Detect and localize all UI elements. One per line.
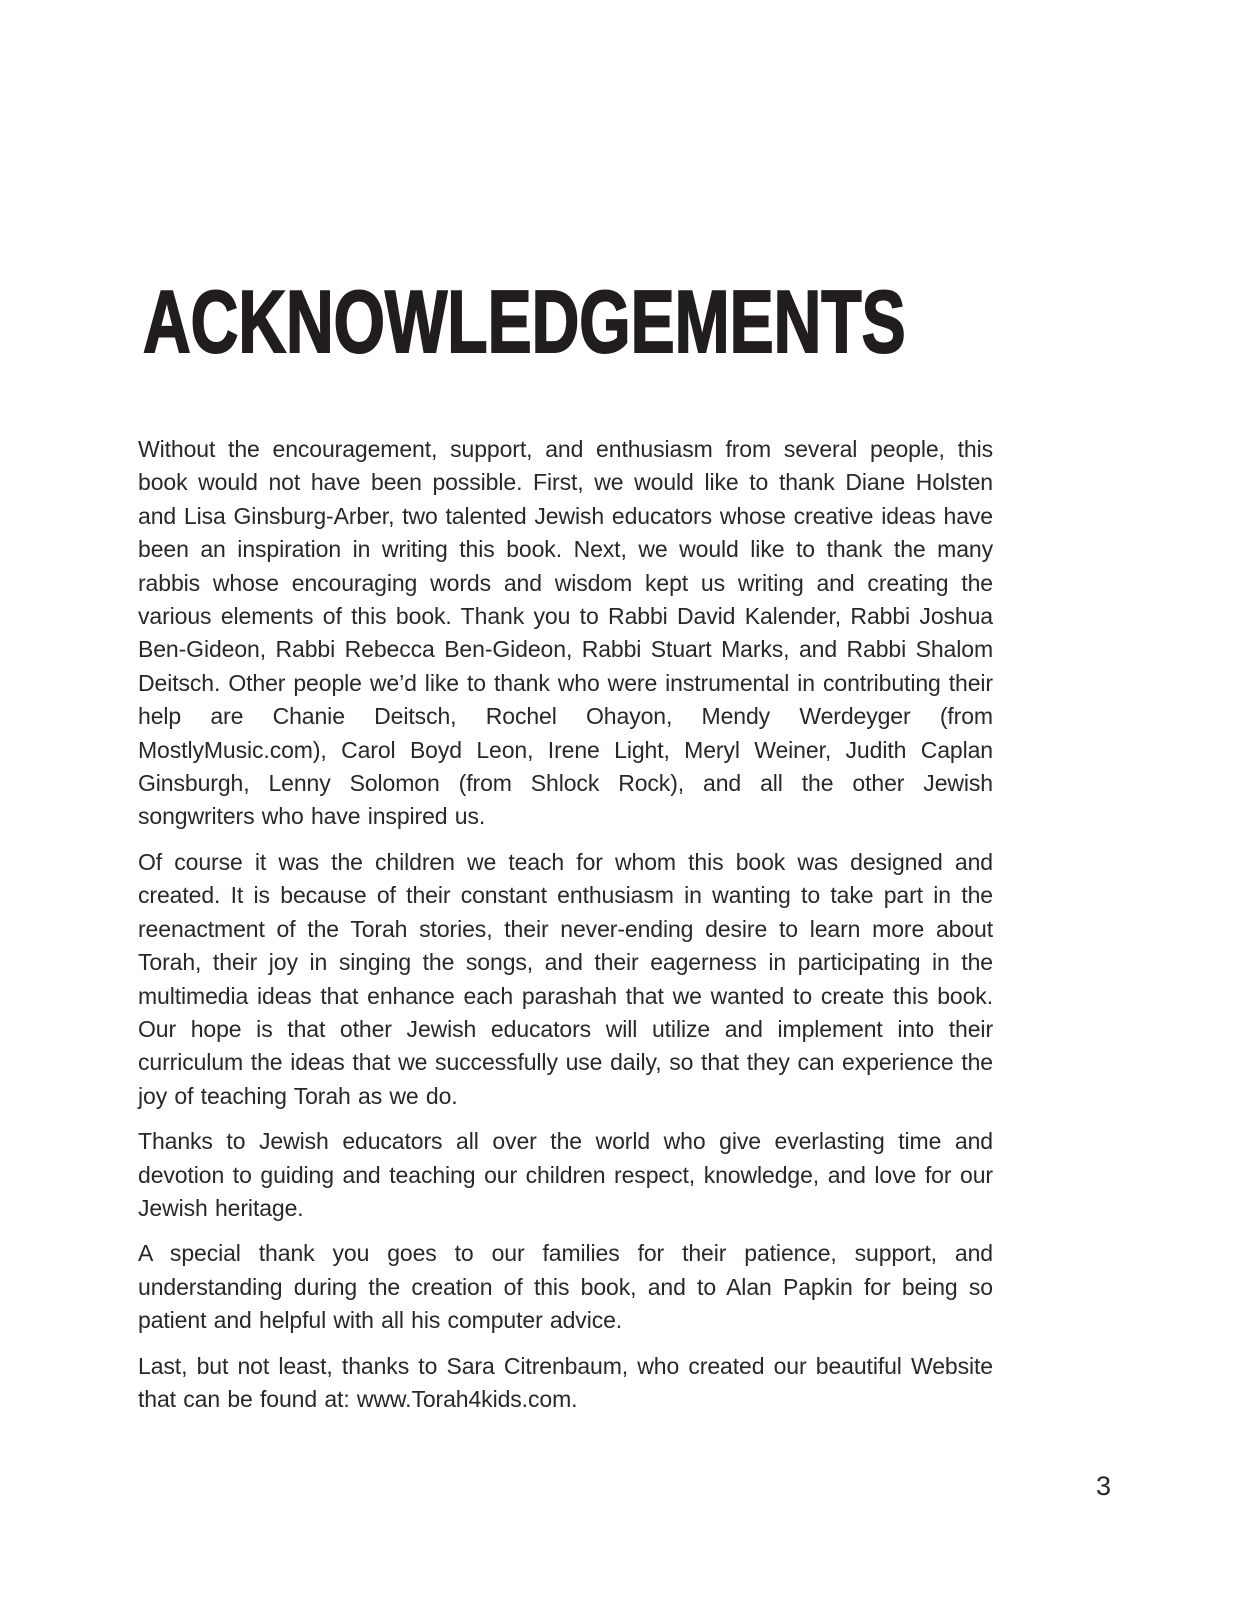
page-number: 3 [1096,1471,1112,1501]
acknowledgements-body [138,433,993,1428]
paragraph-website-credit: Last, but not least, thanks to Sara Citrenbaum, who created our beautiful Website that can be found at: www.Torah4kids.com. [138,1352,993,1412]
paragraph-jewish-educators-worldwide: Thanks to Jewish educators all over the world who give everlasting time and devotion to guiding and teaching our children respect, knowledge, and love for our Jewish heritage. [138,1128,993,1221]
page-title: ACKNOWLEDGEMENTS [143,272,906,371]
paragraph-thanks-educators-and-rabbis: Without the encouragement, support, and enthusiasm from several people, this book would not have been possible. First, we would like to thank Diane Holsten and Lisa Ginsburg-Arber, two talented Jewish educators whose creative ideas have been an inspiration in writing this book. Next, we would like to thank the many rabbis whose encouraging words and wisdom kept us writing and creating the various elements of this book. Thank you to Rabbi David Kalender, Rabbi Joshua Ben-Gideon, Rabbi Rebecca Ben-Gideon, Rabbi Stuart Marks, and Rabbi Shalom Deitsch. Other people we’d like to thank who were instrumental in contributing their help are Chanie Deitsch, Rochel Ohayon, Mendy Werdeyger (from MostlyMusic.com), Carol Boyd Leon, Irene Light, Meryl Weiner, Judith Caplan Ginsburgh, Lenny Solomon (from Shlock Rock), and all the other Jewish songwriters who have inspired us. [138,436,993,830]
paragraph-families-thanks: A special thank you goes to our families for their patience, support, and understanding during the creation of this book, and to Alan Papkin for being so patient and helpful with all his computer advice. [138,1240,993,1334]
paragraph-children-we-teach: Of course it was the children we teach for whom this book was designed and created. It is because of their constant enthusiasm in wanting to take part in the reenactment of the Torah stories, their never-ending desire to learn more about Torah, their joy in singing the songs, and their eagerness in participating in the multimedia ideas that enhance each parashah that we wanted to create this book. Our hope is that other Jewish educators will utilize and implement into their curriculum the ideas that we successfully use daily, so that they can experience the joy of teaching Torah as we do. [138,848,993,1109]
